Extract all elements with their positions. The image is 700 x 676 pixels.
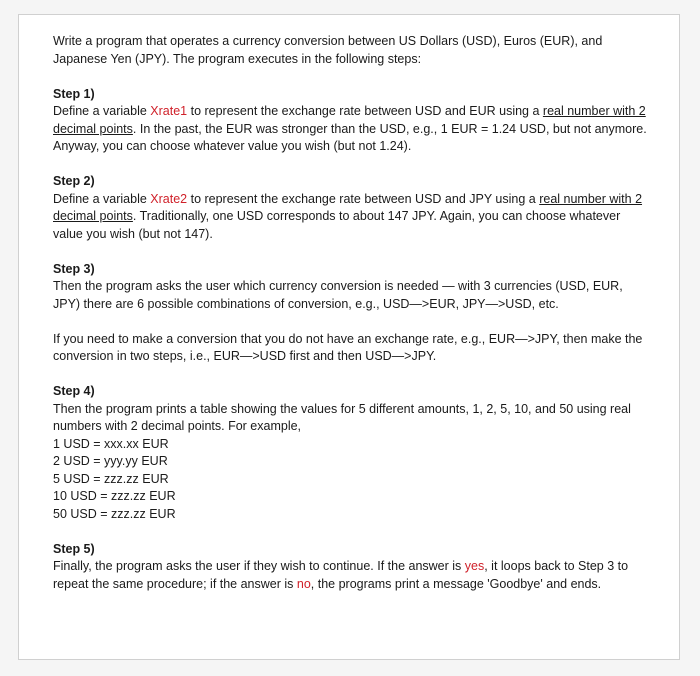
step1-text: Define a variable Xrate1 to represent the exchange rate between USD and EUR using a real number with 2 decimal points. In the past, the EUR was stronger than the USD, e.g., 1 EUR = 1.24 USD, but not anymore. Anyway, you can choose whatever value you wish (but not 1.24).	[53, 104, 647, 153]
example-line: 5 USD = zzz.zz EUR	[53, 471, 169, 486]
yes-word: yes	[464, 559, 485, 573]
step3-text: Then the program asks the user which currency conversion is needed — with 3 currencies (USD, EUR, JPY) there are 6 possible combinations of conversion, e.g., USD—>EUR, JPY—>USD, etc.	[53, 279, 623, 311]
intro-line-2: Japanese Yen (JPY). The program executes in the following steps:	[53, 51, 422, 66]
example-line: 10 USD = zzz.zz EUR	[53, 489, 176, 503]
assignment-text	[53, 33, 653, 593]
xrate1-variable: Xrate1	[150, 104, 188, 118]
step2-text: Define a variable Xrate2 to represent the exchange rate between USD and JPY using a real number with 2 decimal points. Traditionally, one USD corresponds to about 147 JPY. Again, you can choose whatever value you wish (but not 147).	[53, 191, 643, 241]
example-line: 1 USD = xxx.xx EUR	[53, 436, 169, 451]
xrate2-variable: Xrate2	[150, 191, 188, 206]
real-number-underline: real number with 2 decimal points	[53, 191, 643, 223]
no-word: no	[296, 576, 311, 591]
step5-text: Finally, the program asks the user if they wish to continue. If the answer is yes, it loops back to Step 3 to repeat the same procedure; if the answer is no, the programs print a message 'Goodbye' and ends.	[53, 559, 629, 591]
step4-title: Step 4)	[53, 384, 95, 398]
intro-paragraph	[53, 33, 653, 68]
real-number-underline: real number with 2 decimal points	[53, 104, 646, 136]
example-line: 50 USD = zzz.zz EUR	[53, 506, 176, 521]
intro-line-1: Write a program that operates a currency conversion between US Dollars (USD), Euros (EUR), and	[53, 34, 603, 48]
document-page	[18, 14, 680, 660]
step1-title: Step 1)	[53, 86, 95, 101]
step3-title: Step 3)	[53, 261, 95, 276]
step2-title: Step 2)	[53, 174, 95, 188]
example-line: 2 USD = yyy.yy EUR	[53, 454, 168, 468]
step4-text: Then the program prints a table showing the values for 5 different amounts, 1, 2, 5, 10, and 50 using real numbers with 2 decimal points. For example,	[53, 401, 631, 433]
step5-title: Step 5)	[53, 541, 95, 556]
step3-text-2: If you need to make a conversion that you do not have an exchange rate, e.g., EUR—>JPY, then make the conversion in two steps, i.e., EUR—>USD first and then USD—>JPY.	[53, 331, 643, 363]
